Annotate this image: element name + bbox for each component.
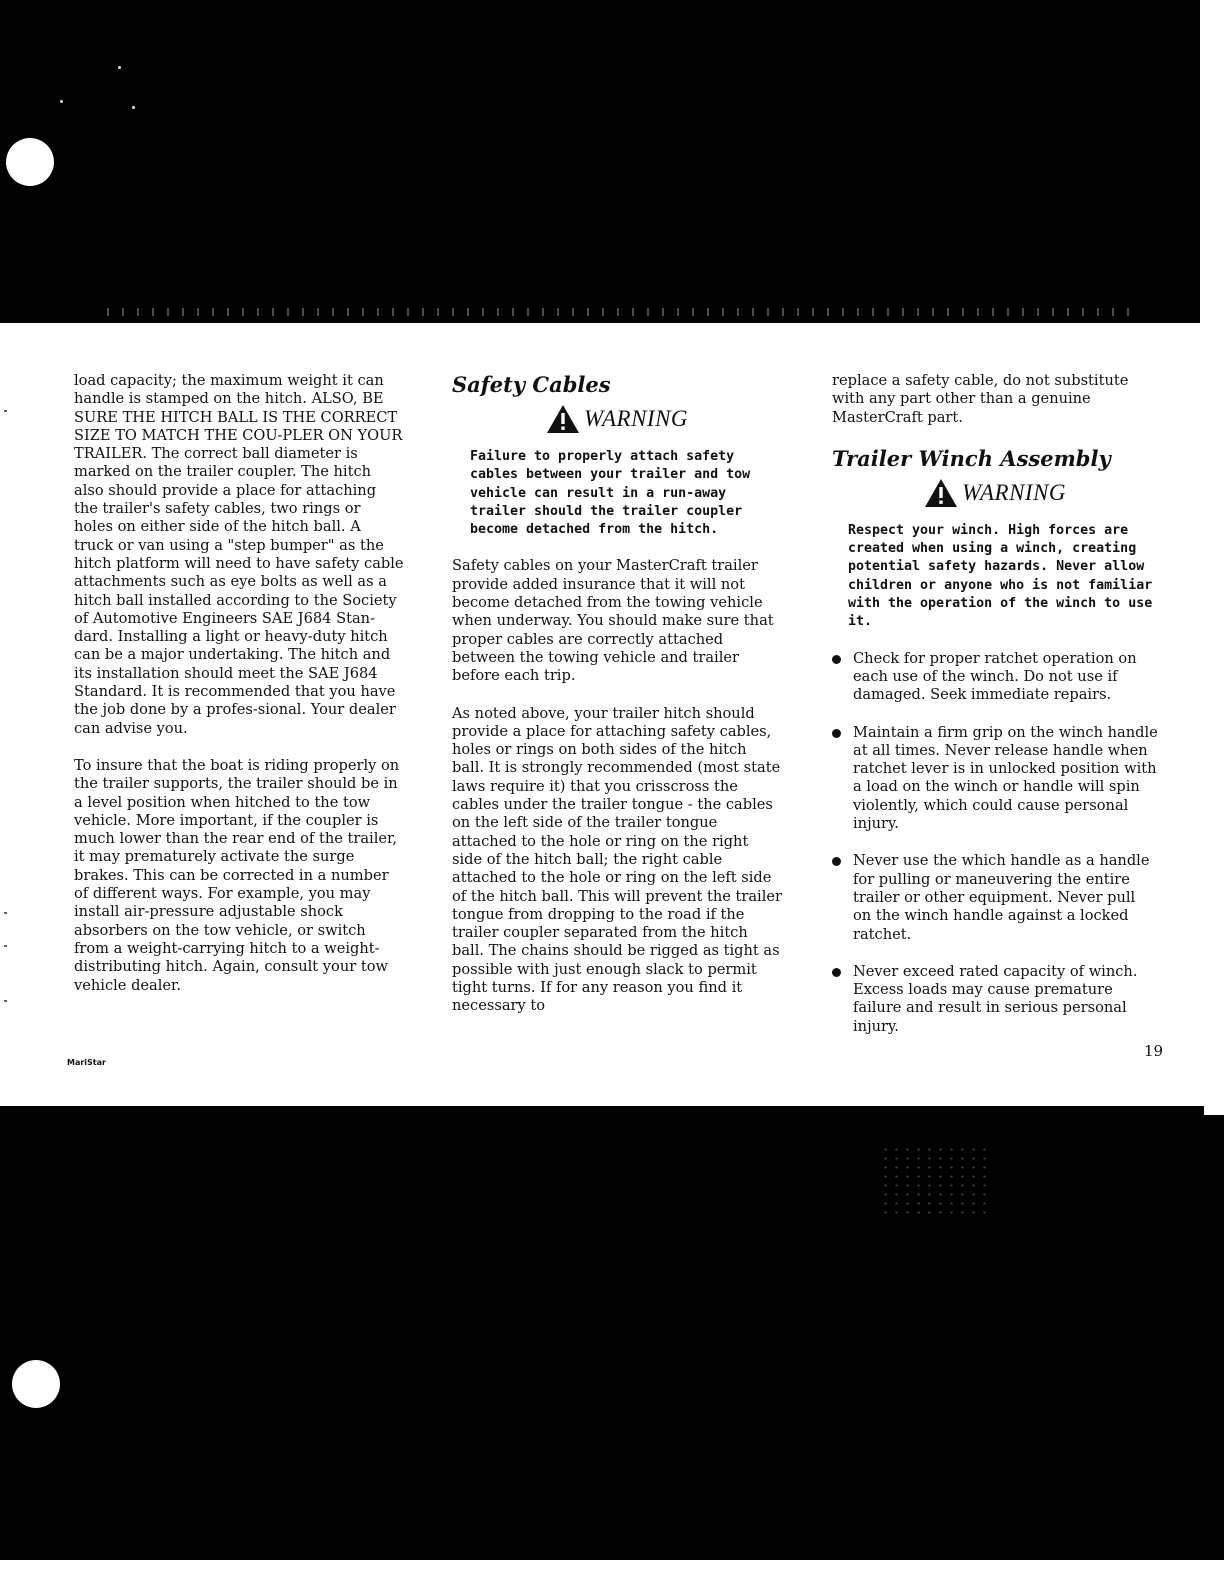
winch-bullet-list: [832, 650, 1158, 1036]
left-paragraph-2: To insure that the boat is riding properly on the trailer supports, the trailer should be in a level position when hitched to the tow vehicle. More important, if the coupler is much lower than the rear end of the trailer, it may prematurely activate the surge brakes. This can be corrected in a number of different ways. For example, you may install air-pressure adjustable shock absorbers on the tow vehicle, or switch from a weight-carrying hitch to a weight-distributing hitch. Again, consult your tow vehicle dealer.: [74, 756, 400, 994]
punch-hole-bottom: [12, 1360, 60, 1408]
scan-speck: [132, 106, 135, 109]
bottom-page-edge: [0, 1560, 1224, 1584]
scan-noise: [880, 1145, 990, 1215]
left-column: [74, 372, 404, 1014]
margin-mark: [4, 410, 7, 412]
bullet-icon: [832, 729, 841, 738]
bottom-scan-band: [0, 1115, 1224, 1560]
bottom-scan-tab: [1144, 1106, 1174, 1141]
scan-speck: [60, 100, 63, 103]
middle-paragraph-1: Safety cables on your MasterCraft trailer provide added insurance that it will not become detached from the towing vehicle when underway. You should make sure that proper cables are correctly attached between the towing vehicle and trailer before each trip.: [452, 557, 774, 685]
bottom-scan-margin: [1174, 1106, 1204, 1560]
safety-cables-warning-text: Failure to properly attach safety cables between your trailer and tow vehicle can result in a run-away trailer should the trailer coupler become detached from the hitch.: [470, 449, 751, 538]
margin-mark: [4, 1000, 7, 1002]
list-item: [832, 724, 1158, 834]
punch-hole-top: [6, 138, 54, 186]
winch-warning-text: Respect your winch. High forces are created when using a winch, creating potential safety hazards. Never allow children or anyone who is not familiar with the operation of the winch to use it.: [848, 522, 1153, 630]
bullet-text: Check for proper ratchet operation on each use of the winch. Do not use if damaged. Seek immediate repairs.: [853, 649, 1137, 704]
right-column: [832, 372, 1158, 1055]
list-item: [832, 852, 1158, 943]
winch-warning-banner: [832, 478, 1158, 508]
top-scan-edge: [100, 308, 1130, 316]
footer-brand: MariStar: [67, 1058, 106, 1067]
bullet-icon: [832, 857, 841, 866]
bullet-icon: [832, 968, 841, 977]
right-paragraph-continued: replace a safety cable, do not substitute with any part other than a genuine MasterCraft part.: [832, 372, 1129, 426]
middle-column: [452, 372, 782, 1035]
scan-speck: [118, 66, 121, 69]
warning-label: WARNING: [583, 405, 689, 431]
list-item: [832, 650, 1158, 705]
safety-cables-heading: Safety Cables: [452, 372, 611, 397]
warning-label: WARNING: [961, 479, 1067, 505]
page-number: 19: [1144, 1042, 1164, 1060]
margin-mark: [4, 912, 7, 914]
list-item: [832, 963, 1158, 1036]
top-scan-band: [0, 0, 1200, 323]
bullet-icon: [832, 655, 841, 664]
bullet-text: Maintain a firm grip on the winch handle at all times. Never release handle when ratchet lever is in unlocked position with a load on the winch or handle will spin violently, which could cause personal injury.: [853, 723, 1158, 833]
left-paragraph-1: load capacity; the maximum weight it can handle is stamped on the hitch. ALSO, BE SURE THE HITCH BALL IS THE CORRECT SIZE TO MATCH THE COU-PLER ON YOUR TRAILER. The correct ball diameter is marked on the trailer coupler. The hitch also should provide a place for attaching the trailer's safety cables, two rings or holes on either side of the hitch ball. A truck or van using a "step bumper" as the hitch platform will need to have safety cable attachments such as eye bolts as well as a hitch ball installed according to the Society of Automotive Engineers SAE J684 Stan-dard. Installing a light or heavy-duty hitch can be a major undertaking. The hitch and its installation should meet the SAE J684 Standard. It is recommended that you have the job done by a profes-sional. Your dealer can advise you.: [74, 372, 404, 737]
warning-triangle-icon: [924, 478, 958, 508]
safety-cables-warning-banner: [452, 404, 782, 434]
bullet-text: Never exceed rated capacity of winch. Excess loads may cause premature failure and result in serious personal injury.: [853, 962, 1138, 1035]
bullet-text: Never use the which handle as a handle for pulling or maneuvering the entire trailer or other equipment. Never pull on the winch handle against a locked ratchet.: [853, 852, 1150, 943]
warning-triangle-icon: [546, 404, 580, 434]
margin-mark: [4, 945, 7, 947]
middle-paragraph-2: As noted above, your trailer hitch should provide a place for attaching safety cables, holes or rings on both sides of the hitch ball. It is strongly recommended (most state laws require it) that you crisscross the cables under the trailer tongue - the cables on the left side of the trailer tongue attached to the hole or ring on the right side of the hitch ball; the right cable attached to the hole or ring on the left side of the hitch ball. This will prevent the trailer tongue from dropping to the road if the trailer coupler separated from the hitch ball. The chains should be rigged as tight as possible with just enough slack to permit tight turns. If for any reason you find it necessary to: [452, 704, 782, 1015]
trailer-winch-heading: Trailer Winch Assembly: [832, 445, 1111, 471]
